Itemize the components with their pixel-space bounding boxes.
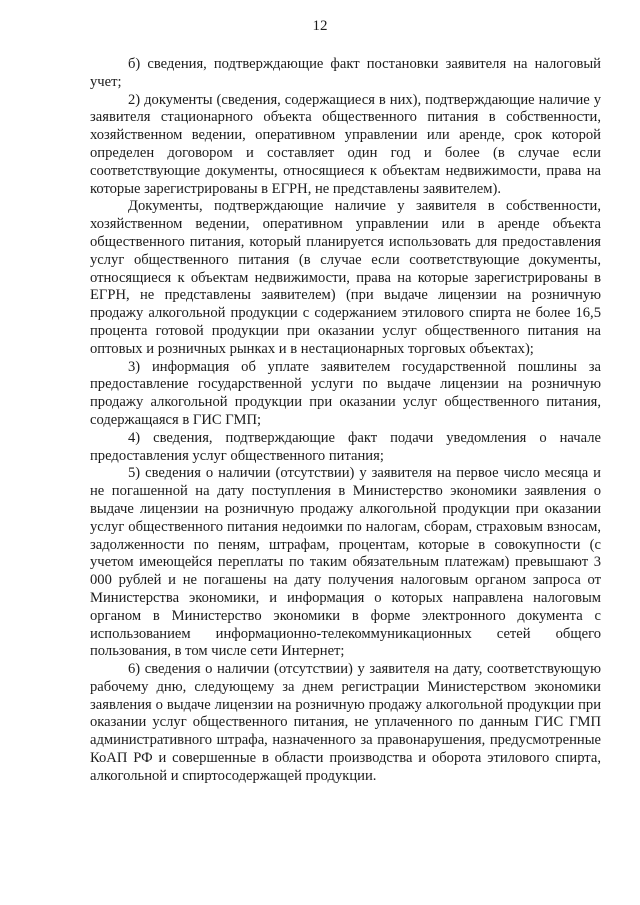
page-number: 12: [312, 18, 328, 34]
paragraph-premises-documents: 2) документы (сведения, содержащиеся в них), подтверждающие наличие у заявителя стационарного объекта общественного питания в собственности, хозяйственном ведении, оперативном управлении или аренде, срок которой определен договором и составляет один год и более (в случае если соответствующие документы, относящиеся к объектам недвижимости, права на которые зарегистрированы в ЕГРН, не представлены заявителем).: [90, 91, 601, 197]
paragraph-tax-arrears: 5) сведения о наличии (отсутствии) у заявителя на первое число месяца и не погашенной на дату поступления в Министерство экономики заявления о выдаче лицензии на розничную продажу алкогольной продукции при оказании услуг общественного питания недоимки по налогам, сборам, страховым взносам, задолженности по пеням, штрафам, процентам, которые в совокупности (с учетом имеющейся переплаты по таким обязательным платежам) превышают 3 000 рублей и не погашены на дату получения налоговым органом запроса от Министерства экономики, и информация о которых направлена налоговым органом в Министерство экономики в форме электронного документа с использованием информационно-телекоммуникационных сетей общего пользования, в том числе сети Интернет;: [90, 465, 601, 660]
paragraph-administrative-fine: 6) сведения о наличии (отсутствии) у заявителя на дату, соответствующую рабочему дню, следующему за днем регистрации Министерством экономики заявления о выдаче лицензии на розничную продажу алкогольной продукции при оказании услуг общественного питания, не уплаченного по данным ГИС ГМП административного штрафа, назначенного за правонарушения, предусмотренные КоАП РФ и совершенные в области производства и оборота этилового спирта, алкогольной и спиртосодержащей продукции.: [90, 661, 601, 784]
paragraph-state-duty: 3) информация об уплате заявителем государственной пошлины за предоставление государственной услуги по выдаче лицензии на розничную продажу алкогольной продукции при оказании услуг общественного питания, содержащаяся в ГИС ГМП;: [90, 358, 601, 428]
paragraph-notification: 4) сведения, подтверждающие факт подачи уведомления о начале предоставления услуг общественного питания;: [90, 429, 601, 464]
document-body: [90, 56, 601, 786]
paragraph-catering-object-documents: Документы, подтверждающие наличие у заявителя в собственности, хозяйственном ведении, оперативном управлении или в аренде объекта общественного питания, который планируется использовать для предоставления услуг общественного питания (в случае если соответствующие документы, относящиеся к объектам недвижимости, права на которые зарегистрированы в ЕГРН, не представлены заявителем) (при выдаче лицензии на розничную продажу алкогольной продукции с содержанием этилового спирта не более 16,5 процента готовой продукции при оказании услуг общественного питания на оптовых и розничных рынках и в нестационарных торговых объектах);: [90, 198, 601, 357]
paragraph-tax-registration: б) сведения, подтверждающие факт постановки заявителя на налоговый учет;: [90, 56, 601, 90]
